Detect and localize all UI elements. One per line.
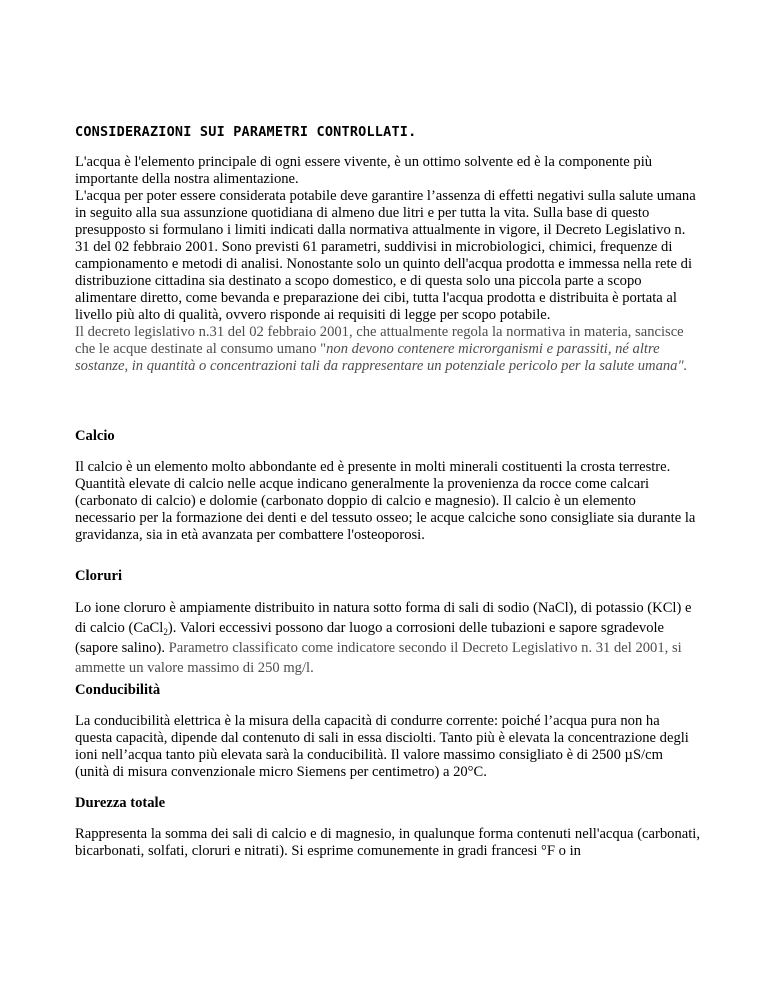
conducibilita-paragraph: La conducibilità elettrica è la misura della capacità di condurre corrente: poiché l’acqua pura non ha questa capacità, dipende dal contenuto di sali in essa disciolti. Tanto più è elevata la concentrazione degli ioni nell’acqua tanto più elevata sarà la conducibilità. Il valore massimo consigliato è di 2500 µS/cm (unità di misura convenzionale micro Siemens per centimetro) a 20°C. bbox=[75, 713, 689, 780]
cloruri-text-a: Lo ione cloruro è ampiamente distribuito in natura sotto forma di sali di sodio (NaCl), di potassio (KCl) e di calcio (CaCl bbox=[75, 600, 692, 636]
intro-paragraph-2: L'acqua per poter essere considerata potabile deve garantire l’assenza di effetti negativi sulla salute umana in seguito alla sua assunzione quotidiana di almeno due litri e per tutta la vita. Sulla base di questo presupposto si formulano i limiti indicati dalla normativa attualmente in vigore, il Decreto Legislativo n. 31 del 02 febbraio 2001. Sono previsti 61 parametri, suddivisi in microbiologici, chimici, frequenze di campionamento e metodi di analisi. Nonostante solo un quinto dell'acqua prodotta e immessa nella rete di distribuzione cittadina sia destinato a scopo domestico, e di questa solo una piccola parte a scopo alimentare diretto, come bevanda e preparazione dei cibi, tutta l'acqua prodotta e distribuita è portata al livello più alto di qualità, ovvero risponde ai requisiti di legge per scopo potabile. bbox=[75, 188, 696, 323]
cloruri-subscript: 2 bbox=[163, 627, 168, 637]
intro-section bbox=[75, 154, 700, 375]
intro-paragraph-3 bbox=[75, 324, 700, 375]
calcio-paragraph: Il calcio è un elemento molto abbondante ed è presente in molti minerali costituenti la crosta terrestre. Quantità elevate di calcio nelle acque indicano generalmente la provenienza da rocce come calcari (carbonato di calcio) e dolomie (carbonato doppio di calcio e magnesio). Il calcio è un elemento necessario per la formazione dei denti e del tessuto osseo; le acque calciche sono consigliate sia durante la gravidanza, sia in età avanzata per combattere l'osteoporosi. bbox=[75, 459, 696, 543]
heading-conducibilita: Conducibilità bbox=[75, 682, 161, 698]
durezza-paragraph: Rappresenta la somma dei sali di calcio e di magnesio, in qualunque forma contenuti nell'acqua (carbonati, bicarbonati, solfati, cloruri e nitrati). Si esprime comunemente in gradi francesi °F o in bbox=[75, 826, 700, 859]
page-title: CONSIDERAZIONI SUI PARAMETRI CONTROLLATI. bbox=[75, 124, 417, 140]
intro-paragraph-1: L'acqua è l'elemento principale di ogni essere vivente, è un ottimo solvente ed è la componente più importante della nostra alimentazione. bbox=[75, 154, 653, 187]
cloruri-text-b: ). Valori eccessivi possono dar luogo a corrosioni delle tubazioni e sapore sgradevole (sapore salino). bbox=[75, 620, 665, 656]
heading-cloruri: Cloruri bbox=[75, 568, 123, 584]
cloruri-text-c: Parametro classificato come indicatore secondo il Decreto Legislativo n. 31 del 2001, si ammette un valore massimo di 250 mg/l. bbox=[75, 640, 682, 676]
cloruri-paragraph bbox=[75, 598, 700, 678]
decree-quote: non devono contenere microrganismi e parassiti, né altre sostanze, in quantità o concentrazioni tali da rappresentare un potenziale pericolo per la salute umana". bbox=[75, 341, 688, 374]
heading-calcio: Calcio bbox=[75, 428, 115, 444]
heading-durezza: Durezza totale bbox=[75, 795, 166, 811]
decree-text: Il decreto legislativo n.31 del 02 febbraio 2001, che attualmente regola la normativa in materia, sancisce che le acque destinate al consumo umano " bbox=[75, 324, 684, 357]
